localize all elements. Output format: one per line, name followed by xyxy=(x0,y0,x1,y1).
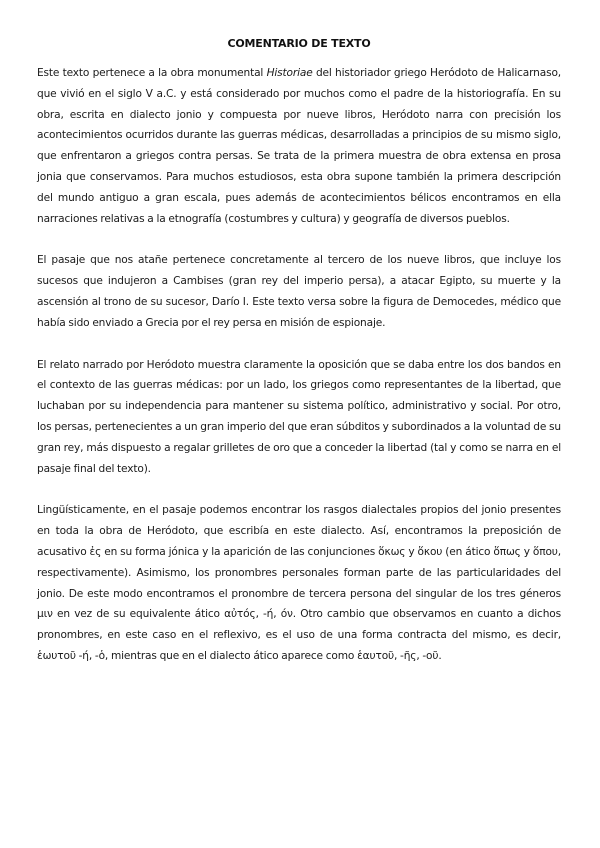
paragraph-intro-rest: del historiador griego Heródoto de Halicarnaso, que vivió en el siglo V a.C. y está considerado por muchos como el padre de la historiografía. En su obra, escrita en dialecto jonio y compuesta por nueve libros, Heródoto narra con precisión los acontecimientos ocurridos durante las guerras médicas, desarrolladas a principios de su mismo siglo, que enfrentaron a griegos contra persas. Se trata de la primera muestra de obra extensa en prosa jonia que conservamos. Para muchos estudiosos, esta obra supone también la primera descripción del mundo antiguo a gran escala, pues además de acontecimientos bélicos encontramos en ella narraciones relativas a la etnografía (costumbres y cultura) y geografía de diversos pueblos. xyxy=(37,67,561,225)
work-title-italic: Historiae xyxy=(266,67,313,79)
paragraph-intro-start: Este texto pertenece a la obra monumental xyxy=(37,67,267,79)
paragraph-passage: El pasaje que nos atañe pertenece concretamente al tercero de los nueve libros, que incluye los sucesos que indujeron a Cambises (gran rey del imperio persa), a atacar Egipto, su muerte y la ascensión al trono de su sucesor, Darío I. Este texto versa sobre la figura de Democedes, médico que había sido enviado a Grecia por el rey persa en misión de espionaje. xyxy=(37,254,561,329)
paragraph-opposition: El relato narrado por Heródoto muestra claramente la oposición que se daba entre los dos bandos en el contexto de las guerras médicas: por un lado, los griegos como representantes de la libertad, que luchaban por su independencia para mantener su sistema político, administrativo y social. Por otro, los persas, pertenecientes a un gran imperio del que eran súbditos y subordinados a la voluntad de su gran rey, más dispuesto a regalar grilletes de oro que a conceder la libertad (tal y como se narra en el pasaje final del texto). xyxy=(37,358,561,475)
paragraph-intro xyxy=(37,63,561,229)
document-title: COMENTARIO DE TEXTO xyxy=(227,37,371,50)
paragraph-linguistics: Lingüísticamente, en el pasaje podemos encontrar los rasgos dialectales propios del jonio presentes en toda la obra de Heródoto, que escribía en este dialecto. Así, encontramos la preposición de acusativo ἐς en su forma jónica y la aparición de las conjunciones ὅκως y ὅκου (en ático ὅπως y ὅπου, respectivamente). Asimismo, los pronombres personales forman parte de las particularidades del jonio. De este modo encontramos el pronombre de tercera persona del singular de los tres géneros μιν en vez de su equivalente ático αὐτός, -ή, όν. Otro cambio que observamos en cuanto a dichos pronombres, en este caso en el reflexivo, es el uso de una forma contracta del mismo, es decir, ἑωυτοῦ -ή, -ὁ, mientras que en el dialecto ático aparece como ἑαυτοῦ, -ῆς, -οῦ. xyxy=(37,504,561,662)
